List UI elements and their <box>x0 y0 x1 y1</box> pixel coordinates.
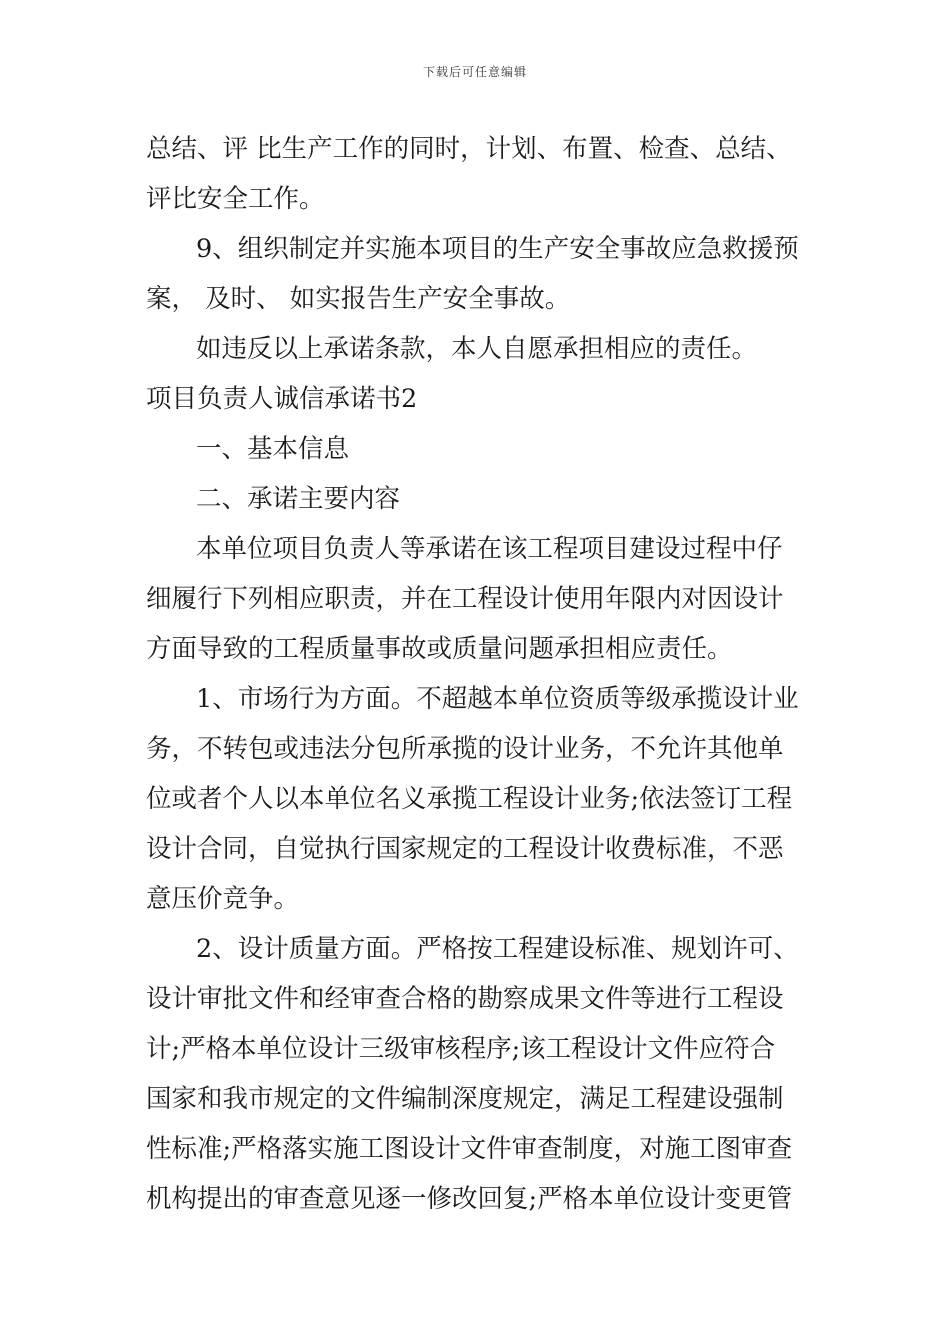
document-body <box>146 124 806 1224</box>
text-line: 国家和我市规定的文件编制深度规定，满足工程建设强制 <box>146 1084 784 1114</box>
text-line: 1、市场行为方面。不超越本单位资质等级承揽设计业 <box>196 684 799 714</box>
text-line: 案， 及时、 如实报告生产安全事故。 <box>146 284 571 314</box>
text-line: 设计合同，自觉执行国家规定的工程设计收费标准，不恶 <box>146 834 784 864</box>
text-line: 计;严格本单位设计三级审核程序;该工程设计文件应符合 <box>146 1034 776 1064</box>
page-header: 下载后可任意编辑 <box>422 65 527 79</box>
text-line: 一、基本信息 <box>196 434 350 464</box>
text-line: 性标准;严格落实施工图设计文件审查制度，对施工图审查 <box>146 1134 793 1164</box>
text-line: 机构提出的审查意见逐一修改回复;严格本单位设计变更管 <box>146 1184 793 1214</box>
text-line: 总结、评 比生产工作的同时，计划、布置、检查、总结、 <box>146 134 792 164</box>
text-line: 二、承诺主要内容 <box>196 484 401 514</box>
text-line: 设计审批文件和经审查合格的勘察成果文件等进行工程设 <box>146 984 784 1014</box>
text-line: 方面导致的工程质量事故或质量问题承担相应责任。 <box>146 634 733 664</box>
text-line: 项目负责人诚信承诺书2 <box>146 384 418 414</box>
text-line: 本单位项目负责人等承诺在该工程项目建设过程中仔 <box>196 534 783 564</box>
text-line: 意压价竞争。 <box>146 884 300 914</box>
text-line: 位或者个人以本单位名义承揽工程设计业务;依法签订工程 <box>146 784 793 814</box>
text-line: 细履行下列相应职责，并在工程设计使用年限内对因设计 <box>146 584 784 614</box>
text-line: 如违反以上承诺条款，本人自愿承担相应的责任。 <box>196 334 758 364</box>
text-line: 务，不转包或违法分包所承揽的设计业务，不允许其他单 <box>146 734 784 764</box>
text-line: 评比安全工作。 <box>146 184 325 214</box>
text-line: 9、组织制定并实施本项目的生产安全事故应急救援预 <box>196 234 799 264</box>
text-line: 2、设计质量方面。严格按工程建设标准、规划许可、 <box>196 934 799 964</box>
